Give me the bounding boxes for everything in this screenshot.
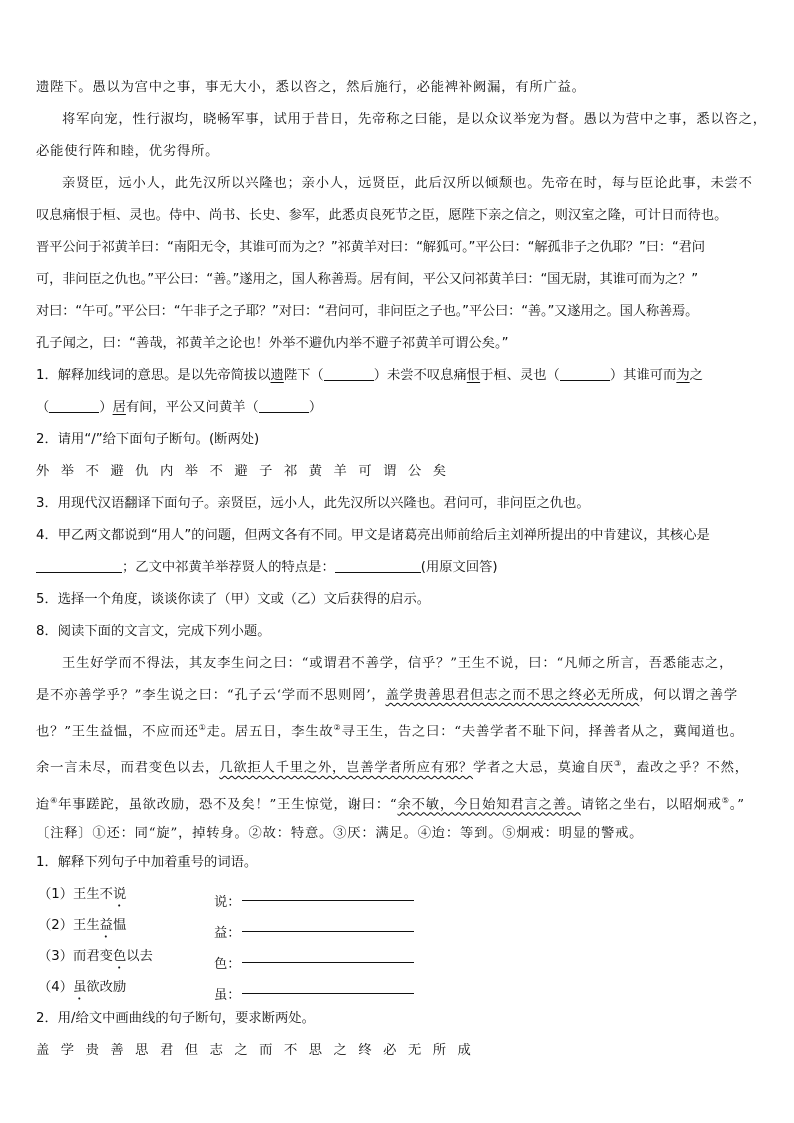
question-text: 陛下（	[283, 368, 324, 383]
wavy-underlined-sentence: 盖学贵善思君但志之而不思之终必无所成	[385, 688, 640, 703]
question-text: 于桓、灵也（	[480, 368, 560, 383]
item-key: 虽：	[214, 988, 241, 1004]
emphasized-word: 虽	[73, 980, 87, 996]
note-marker: ④	[50, 795, 59, 805]
passage-a-line: 将军向宠，性行淑均，晓畅军事，试用于昔日，先帝称之曰能，是以众议举宠为督。愚以为营中之事，悉以咨之，	[62, 112, 767, 127]
passage-c-line	[36, 712, 758, 748]
underlined-word: 为	[676, 368, 690, 383]
emphasized-word: 色	[112, 949, 127, 965]
question-text: ）其谁可而	[609, 368, 677, 383]
passage-a-line: 遗陛下。愚以为宫中之事，事无大小，悉以咨之，然后施行，必能裨补阙漏，有所广益。	[36, 80, 586, 95]
question-2: 2．请用“/”给下面句子断句。(断两处)	[36, 432, 260, 447]
question-5: 5．选择一个角度，谈谈你读了（甲）文或（乙）文后获得的启示。	[36, 592, 431, 607]
wavy-underlined-sentence: 余不敏，今日始知君言之善。	[397, 797, 581, 813]
passage-text: 迨	[36, 797, 51, 813]
note-marker: ⑤	[721, 795, 730, 805]
passage-b-line: 晋平公问于祁黄羊曰：“南阳无令，其谁可而为之？”祁黄羊对曰：“解狐可。”平公曰：“解孤非子之仇耶？”曰：“君问	[36, 240, 705, 255]
question-text: ）	[99, 400, 113, 415]
passage-c-line	[36, 680, 758, 712]
question-text: ；乙文中祁黄羊举荐贤人的特点是：	[122, 560, 335, 575]
vocab-item	[36, 972, 758, 1003]
emphasized-word: 益	[99, 918, 113, 934]
question-text: 有间，平公又问黄羊（	[125, 400, 259, 415]
item-text: （1）王生不	[38, 887, 113, 903]
answer-blank[interactable]	[560, 366, 610, 381]
answer-line[interactable]	[242, 917, 414, 932]
question-3: 3．用现代汉语翻译下面句子。亲贤臣，远小人，此先汉所以兴隆也。君问可，非问臣之仇也。	[36, 496, 590, 511]
answer-blank[interactable]	[324, 366, 374, 381]
item-text: （2）王生	[38, 918, 100, 934]
answer-line[interactable]	[242, 979, 414, 994]
passage-text: 余一言未尽，而君变色以去，	[36, 760, 220, 776]
vocab-item	[36, 941, 758, 972]
question-4-cont	[36, 552, 758, 584]
note-marker: ②	[333, 723, 342, 732]
item-text: 欲改励	[86, 980, 127, 996]
answer-line[interactable]	[242, 886, 414, 901]
underlined-word: 恨	[466, 368, 481, 383]
note-marker: ①	[198, 723, 207, 732]
passage-c-line	[36, 785, 758, 821]
answer-blank[interactable]	[49, 398, 99, 413]
passage-c-line	[36, 748, 758, 784]
passage-text: 也？”王生益愠，不应而还	[36, 724, 199, 740]
vocab-item	[36, 910, 758, 941]
item-text: 愠	[112, 918, 127, 934]
passage-b-line: 可，非问臣之仇也。”平公曰：“善。”遂用之，国人称善焉。居有间，平公又问祁黄羊曰：“国无尉，其谁可而为之？”	[36, 272, 698, 287]
answer-blank[interactable]	[335, 558, 421, 573]
passage-b-line: 对曰：“午可。”平公曰：“午非子之子耶？”对曰：“君问可，非问臣之子也。”平公曰：“善。”又遂用之。国人称善焉。	[36, 304, 699, 319]
passage-text: 寻王生，告之曰：“夫善学者不耻下问，择善者从之，冀闻道也。	[341, 724, 744, 740]
passage-text: 走。居五日，李生故	[206, 724, 334, 740]
vocab-item	[36, 879, 758, 910]
question-text: 之	[689, 368, 703, 383]
underlined-word: 遗	[270, 368, 284, 383]
question-text: ）	[308, 400, 323, 415]
item-text: （4）	[38, 980, 74, 996]
passage-a-line: 必能使行阵和睦，优劣得所。	[36, 144, 220, 159]
answer-line[interactable]	[242, 948, 414, 963]
sub-question-1: 1．解释下列句子中加着重号的词语。	[36, 855, 258, 871]
question-1-cont	[36, 392, 758, 424]
question-2-text: 外举不避仇内举不避子祁黄羊可谓公矣	[36, 464, 458, 479]
question-text: ）未尝不叹息痛	[373, 368, 467, 383]
question-1	[36, 360, 758, 392]
passage-b-line: 孔子闻之，曰：“善哉，祁黄羊之论也！外举不避仇内举不避子祁黄羊可谓公矣。”	[36, 336, 509, 351]
passage-text: 请铭之坐右，以昭炯戒	[580, 797, 722, 813]
passage-a-line: 叹息痛恨于桓、灵也。侍中、尚书、长史、参军，此悉贞良死节之臣，愿陛下亲之信之，则汉室之隆，可计日而待也。	[36, 208, 728, 223]
question-4: 4．甲乙两文都说到“用人”的问题，但两文各有不同。甲文是诸葛亮出师前给后主刘禅所提出的中肯建议，其核心是	[36, 528, 710, 543]
question-text: (用原文回答)	[420, 560, 498, 575]
wavy-underlined-sentence: 几欲拒人千里之外，岂善学者所应有邪？	[219, 760, 474, 776]
passage-text: 年事蹉跎，虽欲改励，恐不及矣！”王生惊觉，谢曰：“	[58, 797, 398, 813]
underlined-word: 居	[112, 400, 126, 415]
document-page	[36, 72, 767, 1067]
note-marker: ③	[613, 759, 622, 769]
item-key: 色：	[214, 957, 241, 973]
passage-c-line: 王生好学而不得法，其友李生问之曰：“或谓君不善学，信乎？”王生不说，曰：“凡师之所言，吾悉能志之，	[62, 656, 734, 671]
emphasized-word: 说	[112, 887, 127, 903]
item-text: 以去	[126, 949, 153, 965]
annotation-notes: 〔注释〕①还：同“旋”，掉转身。②故：特意。③厌：满足。④迨：等到。⑤炯戒：明显的警戒。	[36, 826, 644, 842]
question-text: 1．解释加线词的意思。是以先帝简拔以	[36, 368, 271, 383]
question-8-heading: 8．阅读下面的文言文，完成下列小题。	[36, 624, 271, 639]
passage-a-line: 亲贤臣，远小人，此先汉所以兴隆也；亲小人，远贤臣，此后汉所以倾颓也。先帝在时，每与臣论此事，未尝不	[62, 176, 753, 191]
passage-text: 。”	[729, 797, 745, 813]
sub-question-2-text: 盖学贵善思君但志之而不思之终必无所成	[36, 1043, 483, 1059]
passage-text: ，何以谓之善学	[639, 688, 738, 703]
item-text: （3）而君变	[38, 949, 113, 965]
answer-blank[interactable]	[259, 398, 309, 413]
passage-text: 是不亦善学乎？”李生说之曰：“孔子云‘学而不思则罔’，	[36, 688, 386, 703]
question-text: （	[36, 400, 50, 415]
answer-blank[interactable]	[36, 558, 122, 573]
item-key: 说：	[214, 895, 241, 911]
passage-text: 学者之大忌，莫逾自厌	[473, 760, 614, 776]
sub-question-2: 2．用/给文中画曲线的句子断句，要求断两处。	[36, 1011, 315, 1027]
passage-text: ，盍改之乎？不然，	[621, 760, 749, 776]
item-key: 益：	[214, 926, 241, 942]
